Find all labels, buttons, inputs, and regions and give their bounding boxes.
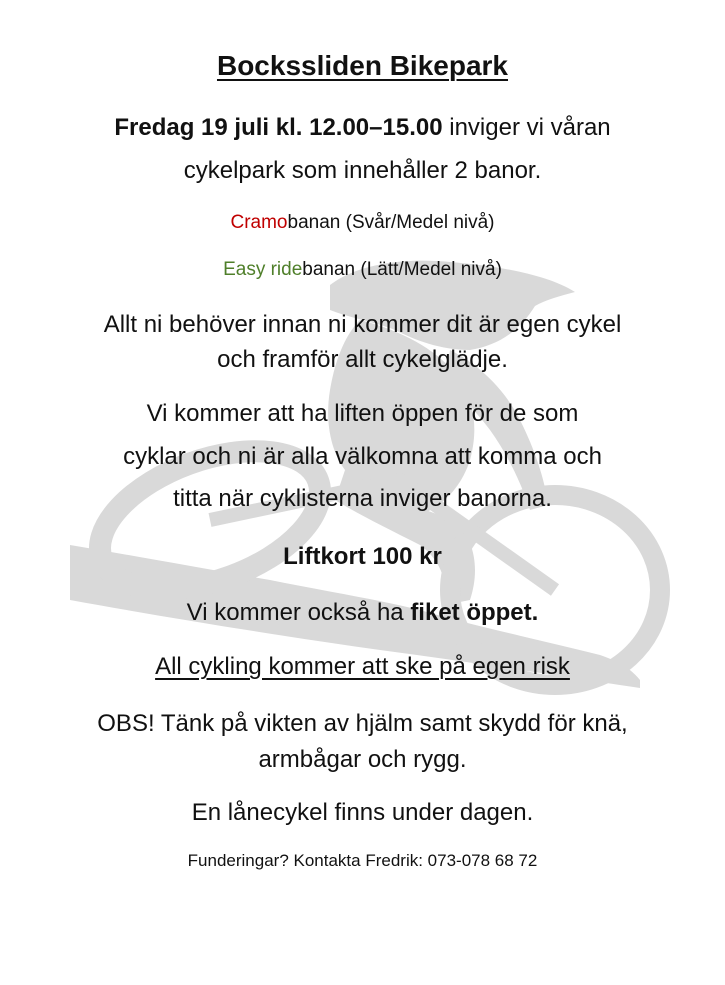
cafe-prefix: Vi kommer också ha [186,599,411,626]
risk-notice: All cykling kommer att ske på egen risk [155,653,570,680]
obs-line-1: OBS! Tänk på vikten av hjälm samt skydd för knä, [97,710,628,737]
liftcard-price: Liftkort 100 kr [283,543,442,570]
lift-line-1: Vi kommer att ha liften öppen för de som [146,400,579,427]
obs-line-2: armbågar och rygg. [258,746,467,773]
loan-bike: En lånecykel finns under dagen. [191,799,534,826]
track-easyride-suffix: banan (Lätt/Medel nivå) [302,259,502,280]
intro-line-1 [0,114,725,142]
lift-line-2: cyklar och ni är alla välkomna att komma och [123,443,602,470]
lift-line-3: titta när cyklisterna inviger banorna. [173,485,552,512]
needs-line-1: Allt ni behöver innan ni kommer dit är egen cykel [103,311,622,338]
cafe-open: fiket öppet. [410,599,539,626]
cafe-line [0,599,725,627]
intro-rest: inviger vi våran [442,114,611,141]
page-title: Bockssliden Bikepark [216,50,509,81]
intro-date: Fredag 19 juli kl. 12.00–15.00 [114,114,443,141]
needs-line-2: och framför allt cykelglädje. [217,346,508,373]
track-easyride [0,259,725,281]
contact-info: Funderingar? Kontakta Fredrik: 073-078 68 72 [187,851,538,870]
track-cramo-suffix: banan (Svår/Medel nivå) [287,212,495,233]
track-cramo [0,212,725,234]
track-easyride-name: Easy ride [223,259,303,280]
track-cramo-name: Cramo [230,212,288,233]
intro-line-2: cykelpark som innehåller 2 banor. [183,157,542,184]
